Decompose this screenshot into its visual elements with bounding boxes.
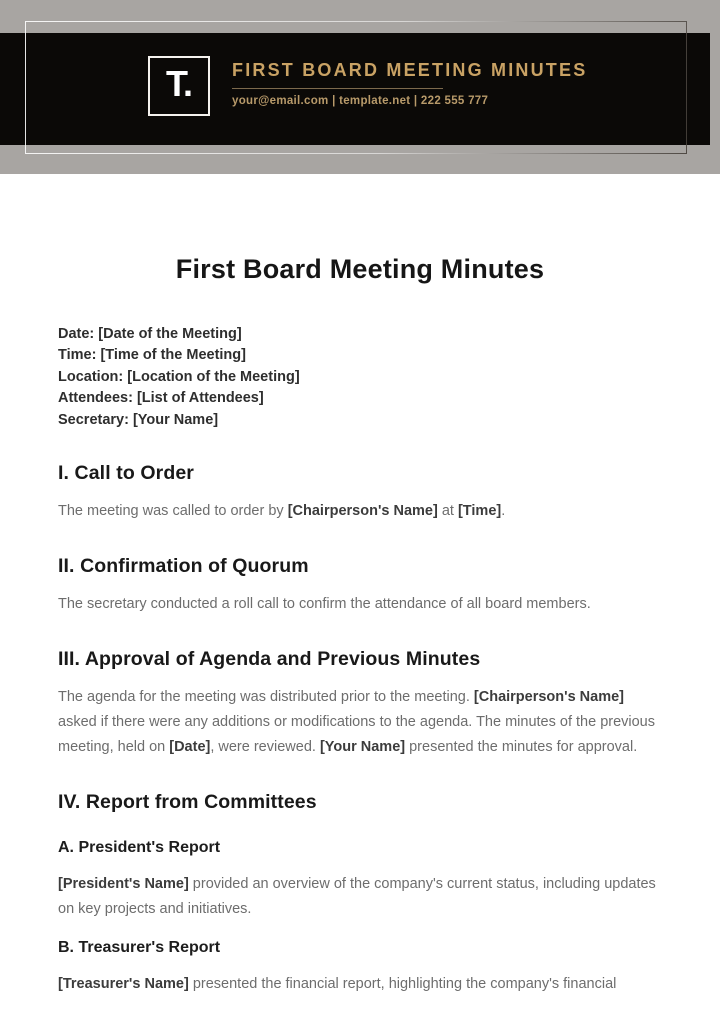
section-heading: II. Confirmation of Quorum — [58, 555, 309, 578]
body-text: The meeting was called to order by — [58, 503, 288, 520]
paragraph — [58, 499, 662, 524]
body-text: The agenda for the meeting was distributed prior to the meeting. — [58, 689, 474, 706]
body-text: , were reviewed. — [210, 739, 320, 756]
letterhead-contact: your@email.com | template.net | 222 555 777 — [232, 95, 489, 107]
paragraph — [58, 592, 662, 617]
body-text: presented the financial report, highlighting the company's financial — [188, 976, 617, 993]
section-heading: I. Call to Order — [58, 462, 194, 485]
placeholder-text: [Date] — [169, 739, 211, 756]
letterhead-banner — [0, 33, 710, 145]
logo — [148, 56, 210, 116]
meta-line: Date: [Date of the Meeting] — [58, 326, 242, 342]
subsection-heading: B. Treasurer's Report — [58, 939, 221, 957]
paragraph — [58, 685, 662, 760]
body-text: The secretary conducted a roll call to confirm the attendance of all board members. — [58, 596, 591, 613]
meta-line: Time: [Time of the Meeting] — [58, 347, 246, 364]
meta-line: Location: [Location of the Meeting] — [58, 368, 300, 385]
meta-block — [58, 324, 662, 431]
placeholder-text: [Time] — [457, 503, 502, 520]
section — [58, 554, 662, 617]
section-heading: IV. Report from Committees — [58, 791, 317, 814]
document-page — [0, 254, 720, 997]
placeholder-text: [Chairperson's Name] — [473, 689, 625, 706]
meta-line: Secretary: [Your Name] — [58, 411, 219, 428]
body-text: asked if there were any additions or modifications to the agenda. The minutes of the previous meeting, held on — [58, 714, 655, 756]
placeholder-text: [President's Name] — [58, 876, 189, 893]
document-title: First Board Meeting Minutes — [175, 254, 545, 284]
paragraph — [58, 972, 662, 997]
letterhead-divider — [232, 88, 443, 89]
body-text: provided an overview of the company's current status, including updates on key projects and initiatives. — [58, 876, 656, 918]
sections — [58, 461, 662, 997]
letterhead-title: FIRST BOARD MEETING MINUTES — [232, 60, 588, 80]
subsection-heading: A. President's Report — [58, 839, 221, 857]
body-text: presented the minutes for approval. — [405, 739, 638, 756]
section — [58, 790, 662, 997]
body-text: at — [437, 503, 458, 520]
letterhead-area — [0, 0, 720, 174]
section — [58, 461, 662, 524]
paragraph — [58, 872, 662, 922]
body-text: . — [501, 503, 506, 520]
placeholder-text: [Your Name] — [319, 739, 406, 756]
placeholder-text: [Treasurer's Name] — [58, 976, 189, 993]
placeholder-text: [Chairperson's Name] — [287, 503, 438, 520]
section-heading: III. Approval of Agenda and Previous Minutes — [58, 648, 481, 671]
section — [58, 647, 662, 760]
logo-text: T. — [165, 63, 192, 104]
meta-line: Attendees: [List of Attendees] — [58, 390, 264, 407]
